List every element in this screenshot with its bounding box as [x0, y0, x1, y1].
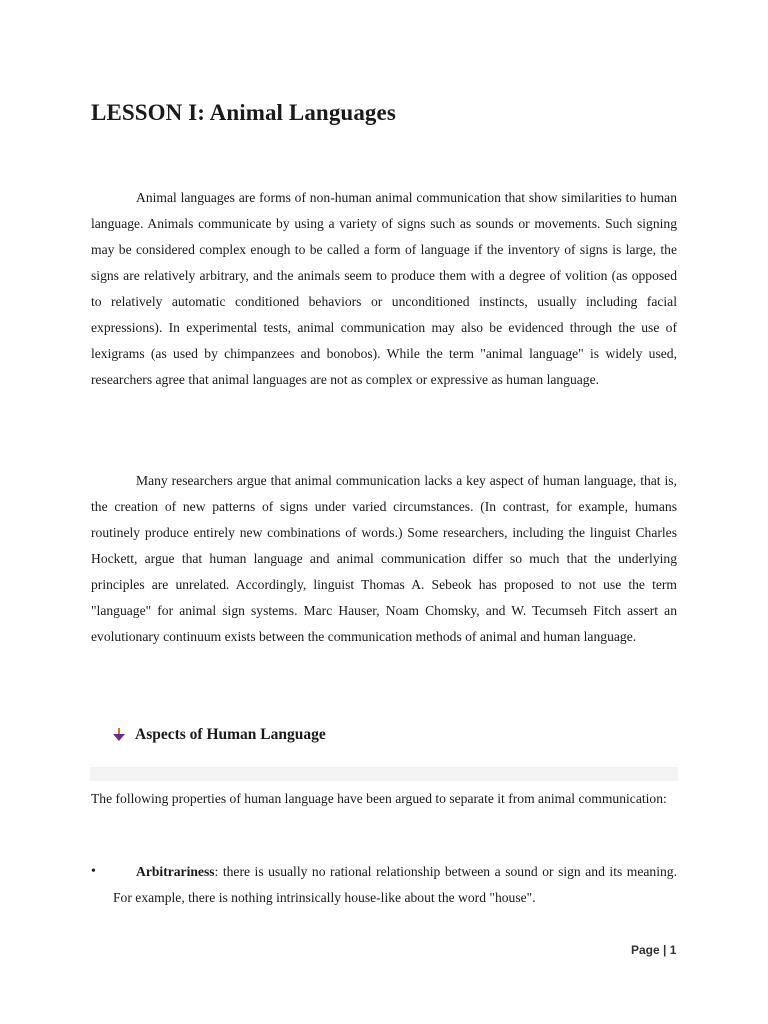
- page-number: Page | 1: [631, 943, 677, 957]
- list-item: [91, 859, 677, 911]
- section-heading-aspects: [113, 726, 326, 744]
- paragraph-researchers-argue: Many researchers argue that animal communication lacks a key aspect of human language, that is, the creation of new patterns of signs under varied circumstances. (In contrast, for example, humans routinely produce entirely new combinations of words.) Some researchers, including the linguist Charles Hockett, argue that human language and animal communication differ so much that the underlying principles are unrelated. Accordingly, linguist Thomas A. Sebeok has proposed to not use the term "language" for animal sign systems. Marc Hauser, Noam Chomsky, and W. Tecumseh Fitch assert an evolutionary continuum exists between the communication methods of animal and human language.: [91, 473, 677, 644]
- bullet-description: : there is usually no rational relationship between a sound or sign and its meaning. For example, there is nothing intrinsically house-like about the word "house".: [113, 864, 677, 905]
- arrow-bullet-icon: [113, 728, 125, 742]
- bullet-text: [91, 859, 677, 911]
- paragraph-animal-languages-intro: Animal languages are forms of non-human animal communication that show similarities to human language. Animals communicate by using a variety of signs such as sounds or movements. Such signing may be considered complex enough to be called a form of language if the inventory of signs is large, the signs are relatively arbitrary, and the animals seem to produce them with a degree of volition (as opposed to relatively automatic conditioned behaviors or unconditioned instincts, usually including facial expressions). In experimental tests, animal communication may also be evidenced through the use of lexigrams (as used by chimpanzees and bonobos). While the term "animal language" is widely used, researchers agree that animal languages are not as complex or expressive as human language.: [91, 190, 677, 387]
- bullet-dot-icon: •: [91, 864, 96, 879]
- section-heading-label: Aspects of Human Language: [135, 726, 326, 743]
- page-title: LESSON I: Animal Languages: [91, 100, 396, 125]
- bullet-term: Arbitrariness: [136, 864, 215, 879]
- shaded-divider: [90, 767, 678, 781]
- paragraph-properties-intro: The following properties of human language have been argued to separate it from animal communication:: [91, 791, 667, 806]
